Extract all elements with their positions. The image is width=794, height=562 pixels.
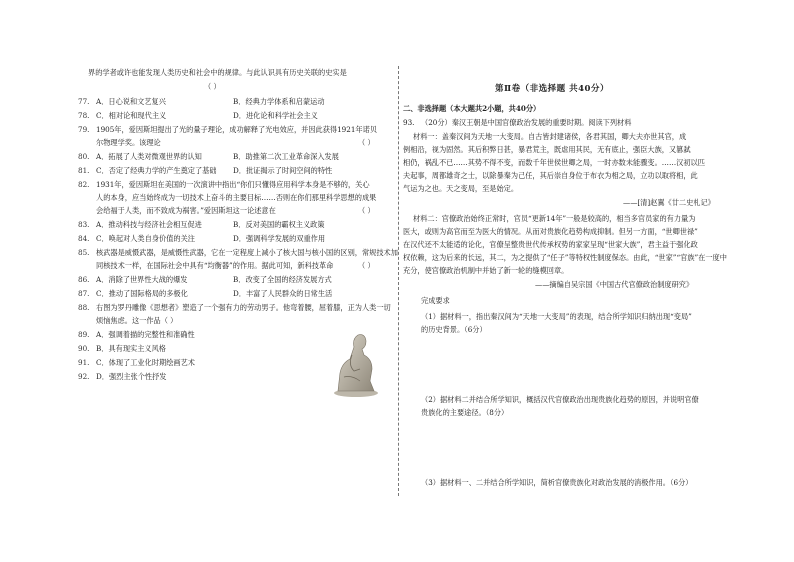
q85 (78, 248, 92, 257)
q90 (78, 344, 92, 353)
q-number: 87. (78, 289, 90, 298)
option-b: B．具有现实主义风格 (96, 344, 166, 353)
q84 (78, 234, 92, 243)
sub-question-1: 的历史背景。（6分） (421, 325, 487, 334)
answer-paren: （ ） (204, 82, 221, 91)
q-number: 92. (78, 372, 90, 381)
q88-text: 烦恼焦虑。这一作品（ ） (96, 316, 178, 325)
q88-text: 右图为罗丹雕像《思想者》塑造了一个强有力的劳动男子。他弯着腰，屈着膝，正为人类一切 (96, 303, 391, 312)
q86 (78, 275, 92, 284)
q-number: 90. (78, 344, 90, 353)
q79 (78, 125, 92, 134)
q82-text: 人的本身，应当始终成为一切技术上奋斗的主要目标……否则在你们那里科学思想的成果 (96, 193, 377, 202)
option-d: D．强烈主张个性抒发 (96, 372, 167, 381)
q-number: 89. (78, 330, 90, 339)
q81 (78, 166, 92, 175)
material-1-line: 相仍，祸乱不已……其势不得不变，而数千年世侯世卿之局，一时亦数未能骤变。……汉初以匹 (403, 158, 705, 167)
q82-text: 1931年，爱因斯坦在美国的一次演讲中指出“你们只懂得应用科学本身是不够的，关心 (96, 180, 370, 189)
option-b: B．反对美国的霸权主义政策 (233, 220, 325, 229)
option-d: D．批证揭示了时间空间的特性 (233, 166, 333, 175)
material-1-line: 气运为之也。天之变局，至是始定。 (403, 184, 519, 193)
material-2-line: 充分，使官僚政治机制中并始了新一轮的缝模回章。 (403, 266, 569, 275)
q83 (78, 220, 92, 229)
material-1-source: ——[清]赵翼《廿二史札记》 (623, 198, 715, 207)
option-a: A．消除了世界性大战的爆发 (96, 275, 188, 284)
option-b: B．经典力学体系和启蒙运动 (233, 97, 325, 106)
option-c: C．唤起对人类自身价值的关注 (96, 234, 195, 243)
answer-paren: （ ） (358, 206, 375, 215)
q-number: 81. (78, 166, 90, 175)
q-number: 77. (78, 97, 90, 106)
answer-paren: （ ） (358, 261, 375, 270)
q89 (78, 330, 92, 339)
sub-question-2: 贵族化的主要途径。（8分） (421, 408, 509, 417)
q-number: 91. (78, 358, 90, 367)
sub-question-3: （3）据材料一、二并结合所学知识，简析官僚贵族化对政治发展的消极作用。（6分） (421, 478, 693, 487)
option-c: C．相对论和现代主义 (96, 111, 167, 120)
section-title: 第Ⅱ卷（非选择题 共40分） (495, 84, 609, 94)
q-number: 79. (78, 125, 90, 134)
q79-text: 尔物理学奖。该理论 (96, 138, 161, 147)
option-d: D．进化论和科学社会主义 (233, 111, 318, 120)
option-c: C．推动了国际格局的多极化 (96, 289, 188, 298)
material-1-line: 夫起事，周都雄奇之士，以除暴秦为己任，其后崇自身位于布衣为相之局，立功以取将相，此 (403, 171, 698, 180)
sub-question-1: （1）据材料一，指出秦汉间为“天地一大变局”的表现，结合所学知识归纳出现“变局” (421, 312, 692, 321)
column-divider (398, 66, 399, 496)
intro-line: 界的学者或许也能发现人类历史和社会中的规律。与此认识具有历史关联的史实是 (88, 68, 347, 77)
option-c: C．体现了工业化时期绘画艺术 (96, 358, 195, 367)
q-number: 85. (78, 248, 90, 257)
q82-text: 会给福于人类，而不致成为祸害。”爱因斯坦这一论述意在 (96, 206, 276, 215)
option-a: A．推动科技与经济社会相互促进 (96, 220, 202, 229)
q78 (78, 111, 92, 120)
q-number: 80. (78, 152, 90, 161)
q79-text: 1905年，爱因斯坦提出了光的量子理论，成功解释了光电效应，并因此获得1921年诺贝 (96, 125, 377, 134)
option-b: B．助推第二次工业革命深入发展 (233, 152, 339, 161)
q-number: 83. (78, 220, 90, 229)
q82 (78, 180, 92, 189)
requirements-heading: 完成要求 (421, 296, 450, 305)
option-a: A．拓展了人类对微观世界的认知 (96, 152, 202, 161)
q85-text: 核武器是威慑武器，是威慑性武器，它在一定程度上减小了核大国与核小国的区别，常规技术加 (96, 248, 398, 257)
q93-intro: （20分）秦汉王朝是中国官僚政治发展的重要时期。阅读下列材料 (421, 118, 632, 127)
option-a: A．强调着描的完整性和准确性 (96, 330, 195, 339)
q-number: 88. (78, 303, 90, 312)
option-d: D．强调科学发展的双重作用 (233, 234, 326, 243)
material-2-line: 医大，或则为高官而至为医大的情况。从而对贵族化趋势构成抑制。但另一方面，“世卿世禄” (403, 227, 698, 236)
option-d: D．丰富了人民群众的日常生活 (233, 289, 333, 298)
material-2-line: 权依赖，这为后来的长远，其二，为之提供了“任子”等特权性制度保态。由此，“世家”“官族”在一度中 (403, 253, 727, 262)
q92 (78, 372, 92, 381)
q88 (78, 303, 92, 312)
q-number: 82. (78, 180, 90, 189)
material-2-line: 材料二：官僚政治始终正常时，官员“更新14年”一般是较高的，相当多官员家的有力量为 (413, 214, 696, 223)
q93-number: 93. (403, 118, 415, 127)
material-2-line: 在汉代还不太能适的论化，官僚呈整贵世代传承权势的家家呈现“世家大族”，君主益于强化政 (403, 240, 698, 249)
thinker-statue-image (330, 325, 382, 397)
q85-text: 同核技术一样，在国际社会中具有“均衡器”的作用。据此可知，新科技革命 (96, 261, 334, 270)
option-b: B．改变了全国的经济发展方式 (233, 275, 332, 284)
material-1-line: 材料一：盖秦汉间为天地一大变局。自古皆封建诸侯，各君其国，卿大夫亦世其官，成 (413, 132, 687, 141)
q-number: 78. (78, 111, 90, 120)
material-1-line: 例相沿，视为固然。其后积弊日甚，暴君荒主，既虐用其民，无有底止，强臣大族，又篡弑 (403, 145, 691, 154)
answer-paren: （ ） (358, 138, 375, 147)
part-heading: 二、非选择题（本大题共2小题，共40分） (403, 104, 541, 113)
sub-question-2: （2）据材料二并结合所学知识，概括汉代官僚政治出现贵族化趋势的原因，并说明官僚 (421, 395, 699, 404)
q77 (78, 97, 92, 106)
q-number: 84. (78, 234, 90, 243)
option-c: C．否定了经典力学的产生奠定了基础 (96, 166, 217, 175)
q80 (78, 152, 92, 161)
option-a: A．日心说和文艺复兴 (96, 97, 166, 106)
q91 (78, 358, 92, 367)
q-number: 86. (78, 275, 90, 284)
material-2-source: ——摘编自吴宗国《中国古代官僚政治制度研究》 (535, 280, 694, 289)
q87 (78, 289, 92, 298)
